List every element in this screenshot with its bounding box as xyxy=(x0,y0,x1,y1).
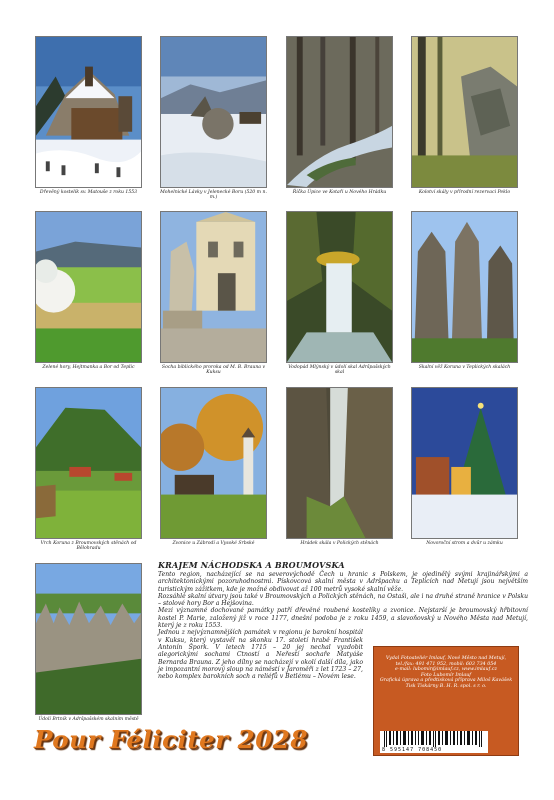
photo-rock-city-panorama xyxy=(35,563,142,715)
photo-waterfall xyxy=(286,211,393,363)
photo-caption: Novoroční strom a dvůr u zámku xyxy=(426,541,503,546)
publisher-line: tel./fax: 491 471 952, mobil: 603 734 054 xyxy=(395,661,497,667)
photo-rock-towers xyxy=(411,211,518,363)
photo-caption: Kolotví skály v přírodní rezervaci Peklo xyxy=(418,190,511,195)
photo-baroque-statue xyxy=(160,211,267,363)
photo-caption: Mohelnické Lávky v Jelenecké Boru (520 m n. m.) xyxy=(160,190,267,201)
photo-caption: Hrádek skála v Polických stěnách xyxy=(300,541,379,546)
photo-caption: Vrch Koruna z Broumovských stěnách od Bělohradu xyxy=(40,541,137,552)
photo-wooden-church-winter xyxy=(35,36,142,188)
photo-christmas-tree xyxy=(411,387,518,539)
publisher-line: Grafická úprava a předtisková příprava Miloš Kavášek xyxy=(379,678,513,684)
photo-caption: Zvonice u Zábrodí a Vysoké Srbské xyxy=(172,541,255,546)
barcode xyxy=(380,731,488,753)
photo-caption: Údolí Brtník v Adršpašském skalním městě xyxy=(38,717,139,722)
photo-caption: Říčka Úpice ve Kotaři u Nového Hrádku xyxy=(292,190,387,195)
publisher-line: e-mail: lubomir@imlauf.cz, www.imlauf.cz xyxy=(395,667,497,673)
article-paragraph: Mezi významné dochované památky patří dřevěné roubené kostelíky a zvonice. Nejstarší je broumovský hřbitovní kostel P. Marie, založený již v roce 1177, dnešní podoba je z roku 1459, a slavoňovský u Nového Města nad Metují, který je z roku 1553. xyxy=(158,607,528,630)
photo-rocks-forest xyxy=(411,36,518,188)
photo-caption: Socha biblického proroka od M. B. Brauna v Kuksu xyxy=(161,365,266,376)
article-paragraph: Jednou z nejvýznamnějších památek v regionu je barokní hospitál v Kuksu, který vystavěl na skonku 17. století hrabě František Antonín Špork. V letech 1715 – 20 jej nechal vyzdobit alegorickými sochami Ctností a Neřestí sochaře Matyáše Bernarda Brauna. Z jeho dílny se nacházejí v okolí další díla, jako je impozantní morový sloup na náměstí v Jaroměři z let 1723 – 27, nebo komplex barokních soch a reliéfů v Betlému – Novém lese. xyxy=(158,629,363,681)
photo-caption: Skalní věž Koruna v Teplických skalách xyxy=(418,365,511,370)
article-paragraph: Tento region, nacházející se na severovýchodě Čech u hranic s Polskem, je ojedinělý svými krajinářskými a architektonickými pozoruhodnostmi. Pískovcová skalní města v Adršpachu a Teplicích nad Metují jsou největším turistickým zážitkem, kde je možné obdivovat až 100 metrů vysoké skalní věže. xyxy=(158,571,528,593)
pour-feliciter-title: Pour Féliciter 2028 xyxy=(34,725,308,754)
publisher-line: Foto Lubomír Imlauf xyxy=(420,672,472,678)
photo-autumn-bell-tower xyxy=(160,387,267,539)
article-paragraph: Rozsáhlé skalní útvary jsou také v Broumovských a Polických stěnách, na Ostaši, ale i na druhé straně hranice v Polsku – stolové hory Bor a Hejšovina. xyxy=(158,592,528,608)
photo-forest-stream xyxy=(286,36,393,188)
publisher-info-box xyxy=(373,646,519,756)
barcode-number: 8 595147 708450 xyxy=(382,747,486,753)
photo-blossom-meadow xyxy=(35,211,142,363)
photo-caption: Zelené hory, Hejtmanka a Bor od Teplic xyxy=(42,365,135,370)
photo-hill-village xyxy=(35,387,142,539)
photo-sandstone-gorge xyxy=(286,387,393,539)
publisher-line: Vydal Fotoateliér Imlauf, Nové Město nad Metují, xyxy=(385,656,507,661)
photo-caption: Dřevěný kostelík sv. Matouše z roku 1553 xyxy=(39,190,138,195)
publisher-line: Tisk Tiskárny B. H. R. spol. s r. o. xyxy=(405,683,487,689)
photo-snowy-valley xyxy=(160,36,267,188)
photo-caption: Vodopád Mlýnský v údolí skal Adršpašských skal xyxy=(288,365,391,376)
barcode-bars-icon xyxy=(380,731,488,747)
article-title: KRAJEM NÁCHODSKA A BROUMOVSKA xyxy=(158,560,345,570)
